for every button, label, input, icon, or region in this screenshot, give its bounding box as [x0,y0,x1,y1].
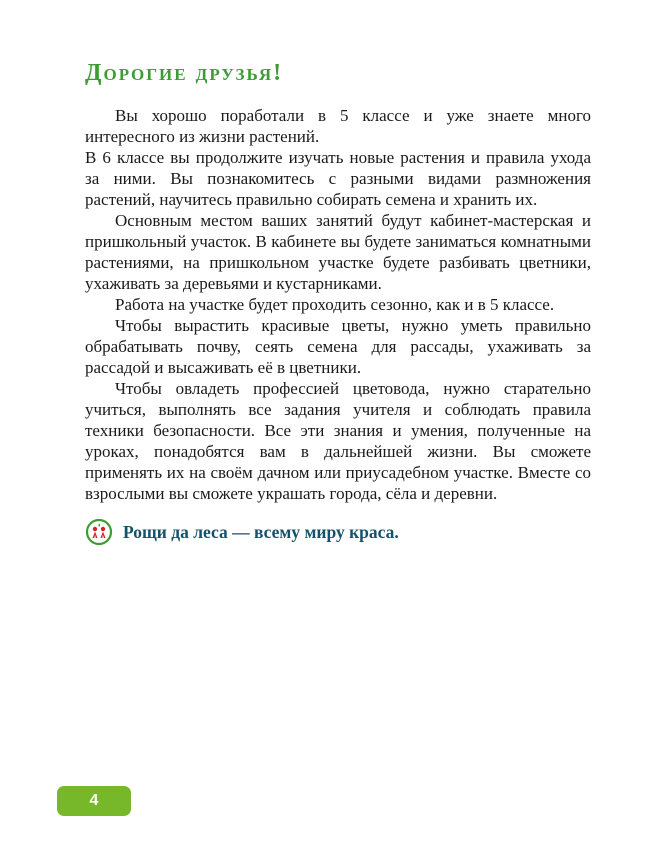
proverb-callout [85,520,591,546]
paragraph: Вы хорошо поработали в 5 классе и уже знаете много интересного из жизни растений. [85,106,591,146]
text-block [85,60,591,546]
page-number: 4 [89,792,99,809]
eco-people-icon [85,518,113,546]
paragraph: В 6 классе вы продолжите изучать новые растения и правила ухода за ними. Вы познакомитесь с разными видами размножения растений, научитесь правильно собирать семена и хранить их. [85,148,591,209]
body-text [85,105,591,504]
paragraph: Работа на участке будет проходить сезонно, как и в 5 классе. [115,295,555,314]
paragraph: Чтобы вырастить красивые цветы, нужно уметь правильно обрабатывать почву, сеять семена для рассады, ухаживать за рассадой и высаживать её в цветники. [85,316,591,377]
page-title: Дорогие друзья! [85,60,284,86]
paragraph: Чтобы овладеть профессией цветовода, нужно старательно учиться, выполнять все задания учителя и соблюдать правила техники безопасности. Все эти знания и умения, полученные на уроках, понадобятся вам в дальнейшей жизни. Вы сможете применять их на своём дачном или приусадебном участке. Вместе со взрослыми вы сможете украшать города, сёла и деревни. [85,379,591,503]
page-number-badge [57,786,131,816]
paragraph: Основным местом ваших занятий будут кабинет-мастерская и пришкольный участок. В кабинете вы будете заниматься комнатными растениями, на пришкольном участке будете разбивать цветники, ухаживать за деревьями и кустарниками. [85,211,591,293]
proverb-text: Рощи да леса — всему миру краса. [123,522,399,542]
